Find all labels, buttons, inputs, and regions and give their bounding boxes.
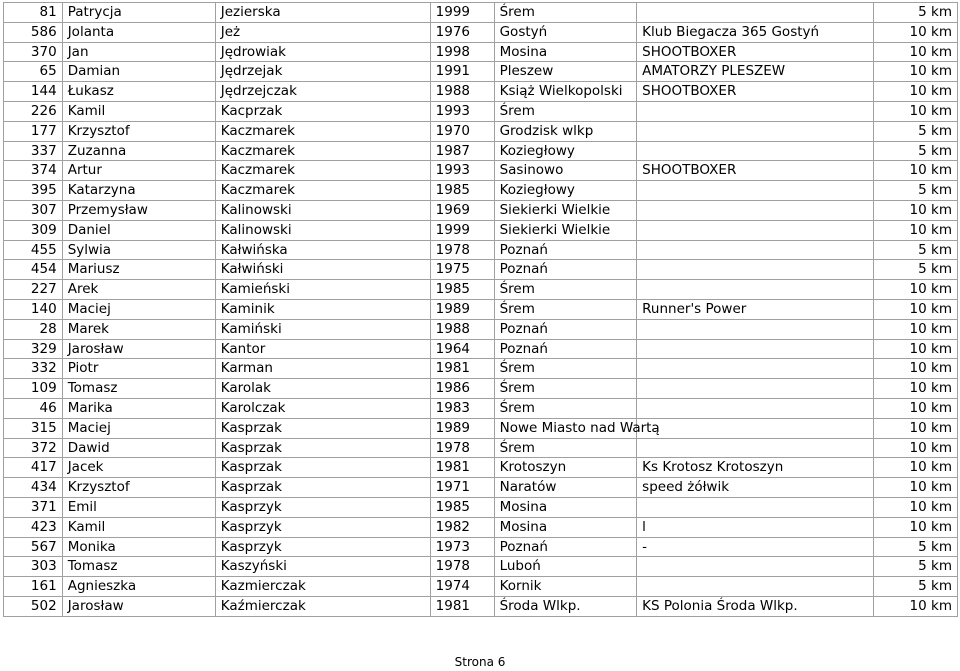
cell-last-name: Kaźmierczak — [215, 596, 430, 616]
cell-club — [637, 200, 874, 220]
cell-city: Poznań — [494, 260, 637, 280]
cell-birth-year: 1981 — [430, 596, 494, 616]
table-row — [4, 101, 958, 121]
cell-club: Runner's Power — [637, 299, 874, 319]
cell-start-number: 140 — [4, 299, 63, 319]
table-row — [4, 359, 958, 379]
cell-city: Śrem — [494, 379, 637, 399]
cell-club — [637, 240, 874, 260]
cell-last-name: Kalinowski — [215, 220, 430, 240]
cell-city: Śrem — [494, 101, 637, 121]
cell-distance: 10 km — [874, 82, 958, 102]
cell-first-name: Emil — [62, 497, 215, 517]
cell-distance: 10 km — [874, 478, 958, 498]
cell-first-name: Marika — [62, 398, 215, 418]
cell-city: Mosina — [494, 517, 637, 537]
cell-city: Mosina — [494, 42, 637, 62]
table-row — [4, 260, 958, 280]
cell-first-name: Sylwia — [62, 240, 215, 260]
cell-distance: 10 km — [874, 497, 958, 517]
cell-distance: 10 km — [874, 220, 958, 240]
cell-birth-year: 1989 — [430, 418, 494, 438]
cell-start-number: 455 — [4, 240, 63, 260]
cell-distance: 10 km — [874, 299, 958, 319]
cell-city: Grodzisk wlkp — [494, 121, 637, 141]
cell-distance: 10 km — [874, 359, 958, 379]
cell-first-name: Krzysztof — [62, 478, 215, 498]
table-row — [4, 319, 958, 339]
cell-distance: 10 km — [874, 62, 958, 82]
cell-start-number: 144 — [4, 82, 63, 102]
cell-city: Siekierki Wielkie — [494, 200, 637, 220]
cell-city: Krotoszyn — [494, 458, 637, 478]
cell-distance: 5 km — [874, 141, 958, 161]
table-row — [4, 280, 958, 300]
cell-distance: 5 km — [874, 557, 958, 577]
cell-city: Sasinowo — [494, 161, 637, 181]
cell-start-number: 434 — [4, 478, 63, 498]
cell-start-number: 226 — [4, 101, 63, 121]
results-table — [3, 2, 958, 617]
cell-birth-year: 1978 — [430, 438, 494, 458]
cell-distance: 5 km — [874, 260, 958, 280]
cell-birth-year: 1971 — [430, 478, 494, 498]
cell-start-number: 227 — [4, 280, 63, 300]
cell-first-name: Tomasz — [62, 379, 215, 399]
cell-birth-year: 1981 — [430, 458, 494, 478]
cell-first-name: Damian — [62, 62, 215, 82]
cell-club — [637, 339, 874, 359]
table-row — [4, 299, 958, 319]
table-row — [4, 557, 958, 577]
table-row — [4, 181, 958, 201]
cell-club: l — [637, 517, 874, 537]
cell-start-number: 372 — [4, 438, 63, 458]
cell-first-name: Jan — [62, 42, 215, 62]
cell-city: Śrem — [494, 280, 637, 300]
cell-last-name: Karman — [215, 359, 430, 379]
cell-distance: 5 km — [874, 121, 958, 141]
cell-city: Poznań — [494, 339, 637, 359]
cell-start-number: 177 — [4, 121, 63, 141]
cell-last-name: Jeż — [215, 22, 430, 42]
cell-first-name: Kamil — [62, 517, 215, 537]
cell-club — [637, 438, 874, 458]
cell-start-number: 65 — [4, 62, 63, 82]
cell-first-name: Mariusz — [62, 260, 215, 280]
cell-last-name: Kaczmarek — [215, 121, 430, 141]
cell-club — [637, 557, 874, 577]
cell-start-number: 309 — [4, 220, 63, 240]
cell-last-name: Kasprzak — [215, 418, 430, 438]
cell-distance: 10 km — [874, 22, 958, 42]
cell-city: Pleszew — [494, 62, 637, 82]
cell-city: Śrem — [494, 3, 637, 23]
cell-first-name: Jarosław — [62, 596, 215, 616]
cell-last-name: Karolak — [215, 379, 430, 399]
table-row — [4, 418, 958, 438]
cell-first-name: Jacek — [62, 458, 215, 478]
cell-last-name: Kantor — [215, 339, 430, 359]
cell-start-number: 81 — [4, 3, 63, 23]
cell-start-number: 502 — [4, 596, 63, 616]
cell-distance: 5 km — [874, 3, 958, 23]
cell-last-name: Kalinowski — [215, 200, 430, 220]
cell-birth-year: 1973 — [430, 537, 494, 557]
cell-club: SHOOTBOXER — [637, 161, 874, 181]
table-row — [4, 398, 958, 418]
cell-birth-year: 1999 — [430, 3, 494, 23]
cell-city: Środa Wlkp. — [494, 596, 637, 616]
cell-city: Poznań — [494, 537, 637, 557]
cell-club — [637, 497, 874, 517]
table-row — [4, 82, 958, 102]
cell-start-number: 395 — [4, 181, 63, 201]
cell-club: AMATORZY PLESZEW — [637, 62, 874, 82]
cell-last-name: Kasprzak — [215, 478, 430, 498]
page-number: Strona 6 — [454, 655, 506, 669]
cell-start-number: 370 — [4, 42, 63, 62]
cell-last-name: Kasprzyk — [215, 537, 430, 557]
cell-club — [637, 260, 874, 280]
table-row — [4, 121, 958, 141]
cell-club — [637, 141, 874, 161]
table-row — [4, 3, 958, 23]
cell-start-number: 337 — [4, 141, 63, 161]
cell-club — [637, 101, 874, 121]
cell-start-number: 109 — [4, 379, 63, 399]
cell-club — [637, 181, 874, 201]
cell-club: - — [637, 537, 874, 557]
cell-distance: 10 km — [874, 517, 958, 537]
cell-last-name: Jędrowiak — [215, 42, 430, 62]
cell-first-name: Łukasz — [62, 82, 215, 102]
cell-first-name: Agnieszka — [62, 577, 215, 597]
cell-distance: 10 km — [874, 280, 958, 300]
cell-distance: 10 km — [874, 438, 958, 458]
cell-start-number: 329 — [4, 339, 63, 359]
cell-birth-year: 1974 — [430, 577, 494, 597]
cell-club: Ks Krotosz Krotoszyn — [637, 458, 874, 478]
cell-city: Koziegłowy — [494, 141, 637, 161]
table-row — [4, 161, 958, 181]
cell-last-name: Kasprzak — [215, 458, 430, 478]
cell-last-name: Kamiński — [215, 319, 430, 339]
cell-distance: 10 km — [874, 418, 958, 438]
cell-distance: 10 km — [874, 339, 958, 359]
cell-city: Luboń — [494, 557, 637, 577]
cell-first-name: Krzysztof — [62, 121, 215, 141]
cell-distance: 5 km — [874, 240, 958, 260]
cell-city: Siekierki Wielkie — [494, 220, 637, 240]
cell-first-name: Patrycja — [62, 3, 215, 23]
table-row — [4, 240, 958, 260]
cell-first-name: Kamil — [62, 101, 215, 121]
cell-last-name: Kazmierczak — [215, 577, 430, 597]
cell-club: SHOOTBOXER — [637, 82, 874, 102]
cell-distance: 10 km — [874, 379, 958, 399]
cell-first-name: Tomasz — [62, 557, 215, 577]
cell-last-name: Kałwiński — [215, 260, 430, 280]
cell-city: Mosina — [494, 497, 637, 517]
cell-last-name: Kaczmarek — [215, 161, 430, 181]
cell-last-name: Kaszyński — [215, 557, 430, 577]
cell-start-number: 303 — [4, 557, 63, 577]
cell-first-name: Dawid — [62, 438, 215, 458]
cell-first-name: Katarzyna — [62, 181, 215, 201]
cell-last-name: Kaminik — [215, 299, 430, 319]
cell-club — [637, 418, 874, 438]
cell-birth-year: 1983 — [430, 398, 494, 418]
cell-club — [637, 379, 874, 399]
cell-birth-year: 1970 — [430, 121, 494, 141]
cell-club — [637, 319, 874, 339]
table-row — [4, 596, 958, 616]
cell-last-name: Kacprzak — [215, 101, 430, 121]
cell-distance: 10 km — [874, 161, 958, 181]
cell-distance: 10 km — [874, 200, 958, 220]
cell-start-number: 161 — [4, 577, 63, 597]
cell-birth-year: 1993 — [430, 161, 494, 181]
cell-birth-year: 1978 — [430, 240, 494, 260]
table-row — [4, 339, 958, 359]
cell-birth-year: 1981 — [430, 359, 494, 379]
cell-distance: 10 km — [874, 319, 958, 339]
cell-birth-year: 1975 — [430, 260, 494, 280]
cell-distance: 10 km — [874, 398, 958, 418]
cell-city: Śrem — [494, 438, 637, 458]
cell-distance: 5 km — [874, 577, 958, 597]
cell-first-name: Zuzanna — [62, 141, 215, 161]
cell-birth-year: 1988 — [430, 82, 494, 102]
cell-club — [637, 280, 874, 300]
cell-first-name: Monika — [62, 537, 215, 557]
cell-club — [637, 577, 874, 597]
cell-first-name: Przemysław — [62, 200, 215, 220]
cell-birth-year: 1978 — [430, 557, 494, 577]
cell-start-number: 28 — [4, 319, 63, 339]
cell-last-name: Jędrzejak — [215, 62, 430, 82]
cell-club — [637, 359, 874, 379]
cell-start-number: 371 — [4, 497, 63, 517]
table-row — [4, 379, 958, 399]
cell-distance: 10 km — [874, 458, 958, 478]
table-row — [4, 62, 958, 82]
cell-start-number: 332 — [4, 359, 63, 379]
table-row — [4, 438, 958, 458]
cell-start-number: 315 — [4, 418, 63, 438]
cell-first-name: Piotr — [62, 359, 215, 379]
cell-first-name: Artur — [62, 161, 215, 181]
cell-distance: 10 km — [874, 42, 958, 62]
table-row — [4, 220, 958, 240]
cell-city: Koziegłowy — [494, 181, 637, 201]
cell-start-number: 307 — [4, 200, 63, 220]
cell-city: Gostyń — [494, 22, 637, 42]
cell-city: Naratów — [494, 478, 637, 498]
table-row — [4, 577, 958, 597]
cell-city: Poznań — [494, 240, 637, 260]
cell-distance: 5 km — [874, 181, 958, 201]
cell-start-number: 454 — [4, 260, 63, 280]
cell-first-name: Jarosław — [62, 339, 215, 359]
cell-club — [637, 398, 874, 418]
cell-first-name: Jolanta — [62, 22, 215, 42]
cell-start-number: 586 — [4, 22, 63, 42]
table-row — [4, 200, 958, 220]
cell-birth-year: 1993 — [430, 101, 494, 121]
cell-last-name: Kasprzyk — [215, 497, 430, 517]
cell-birth-year: 1987 — [430, 141, 494, 161]
cell-birth-year: 1988 — [430, 319, 494, 339]
cell-first-name: Arek — [62, 280, 215, 300]
cell-birth-year: 1986 — [430, 379, 494, 399]
cell-birth-year: 1998 — [430, 42, 494, 62]
cell-last-name: Jędrzejczak — [215, 82, 430, 102]
cell-first-name: Marek — [62, 319, 215, 339]
cell-club — [637, 220, 874, 240]
cell-first-name: Maciej — [62, 299, 215, 319]
cell-city: Śrem — [494, 299, 637, 319]
cell-last-name: Kamieński — [215, 280, 430, 300]
table-row — [4, 141, 958, 161]
cell-start-number: 567 — [4, 537, 63, 557]
cell-birth-year: 1999 — [430, 220, 494, 240]
table-row — [4, 22, 958, 42]
cell-club — [637, 121, 874, 141]
table-row — [4, 537, 958, 557]
table-row — [4, 478, 958, 498]
cell-start-number: 374 — [4, 161, 63, 181]
cell-first-name: Maciej — [62, 418, 215, 438]
cell-city: Książ Wielkopolski — [494, 82, 637, 102]
cell-birth-year: 1964 — [430, 339, 494, 359]
table-row — [4, 497, 958, 517]
cell-club: Klub Biegacza 365 Gostyń — [637, 22, 874, 42]
cell-birth-year: 1976 — [430, 22, 494, 42]
cell-city: Kornik — [494, 577, 637, 597]
cell-start-number: 46 — [4, 398, 63, 418]
cell-start-number: 423 — [4, 517, 63, 537]
cell-distance: 5 km — [874, 537, 958, 557]
cell-club: KS Polonia Środa Wlkp. — [637, 596, 874, 616]
cell-city: Poznań — [494, 319, 637, 339]
cell-distance: 10 km — [874, 596, 958, 616]
cell-birth-year: 1991 — [430, 62, 494, 82]
cell-birth-year: 1985 — [430, 497, 494, 517]
cell-birth-year: 1989 — [430, 299, 494, 319]
cell-city: Nowe Miasto nad Wartą — [494, 418, 637, 438]
cell-birth-year: 1985 — [430, 181, 494, 201]
cell-last-name: Kasprzyk — [215, 517, 430, 537]
cell-last-name: Karolczak — [215, 398, 430, 418]
cell-first-name: Daniel — [62, 220, 215, 240]
cell-birth-year: 1985 — [430, 280, 494, 300]
cell-last-name: Jezierska — [215, 3, 430, 23]
table-row — [4, 517, 958, 537]
cell-last-name: Kaczmarek — [215, 181, 430, 201]
results-table-body — [4, 3, 958, 617]
cell-club — [637, 3, 874, 23]
cell-club: SHOOTBOXER — [637, 42, 874, 62]
cell-last-name: Kałwińska — [215, 240, 430, 260]
cell-last-name: Kasprzak — [215, 438, 430, 458]
cell-birth-year: 1969 — [430, 200, 494, 220]
cell-distance: 10 km — [874, 101, 958, 121]
cell-last-name: Kaczmarek — [215, 141, 430, 161]
table-row — [4, 458, 958, 478]
cell-city: Śrem — [494, 359, 637, 379]
cell-club: speed żółwik — [637, 478, 874, 498]
cell-birth-year: 1982 — [430, 517, 494, 537]
cell-city: Śrem — [494, 398, 637, 418]
table-row — [4, 42, 958, 62]
cell-start-number: 417 — [4, 458, 63, 478]
